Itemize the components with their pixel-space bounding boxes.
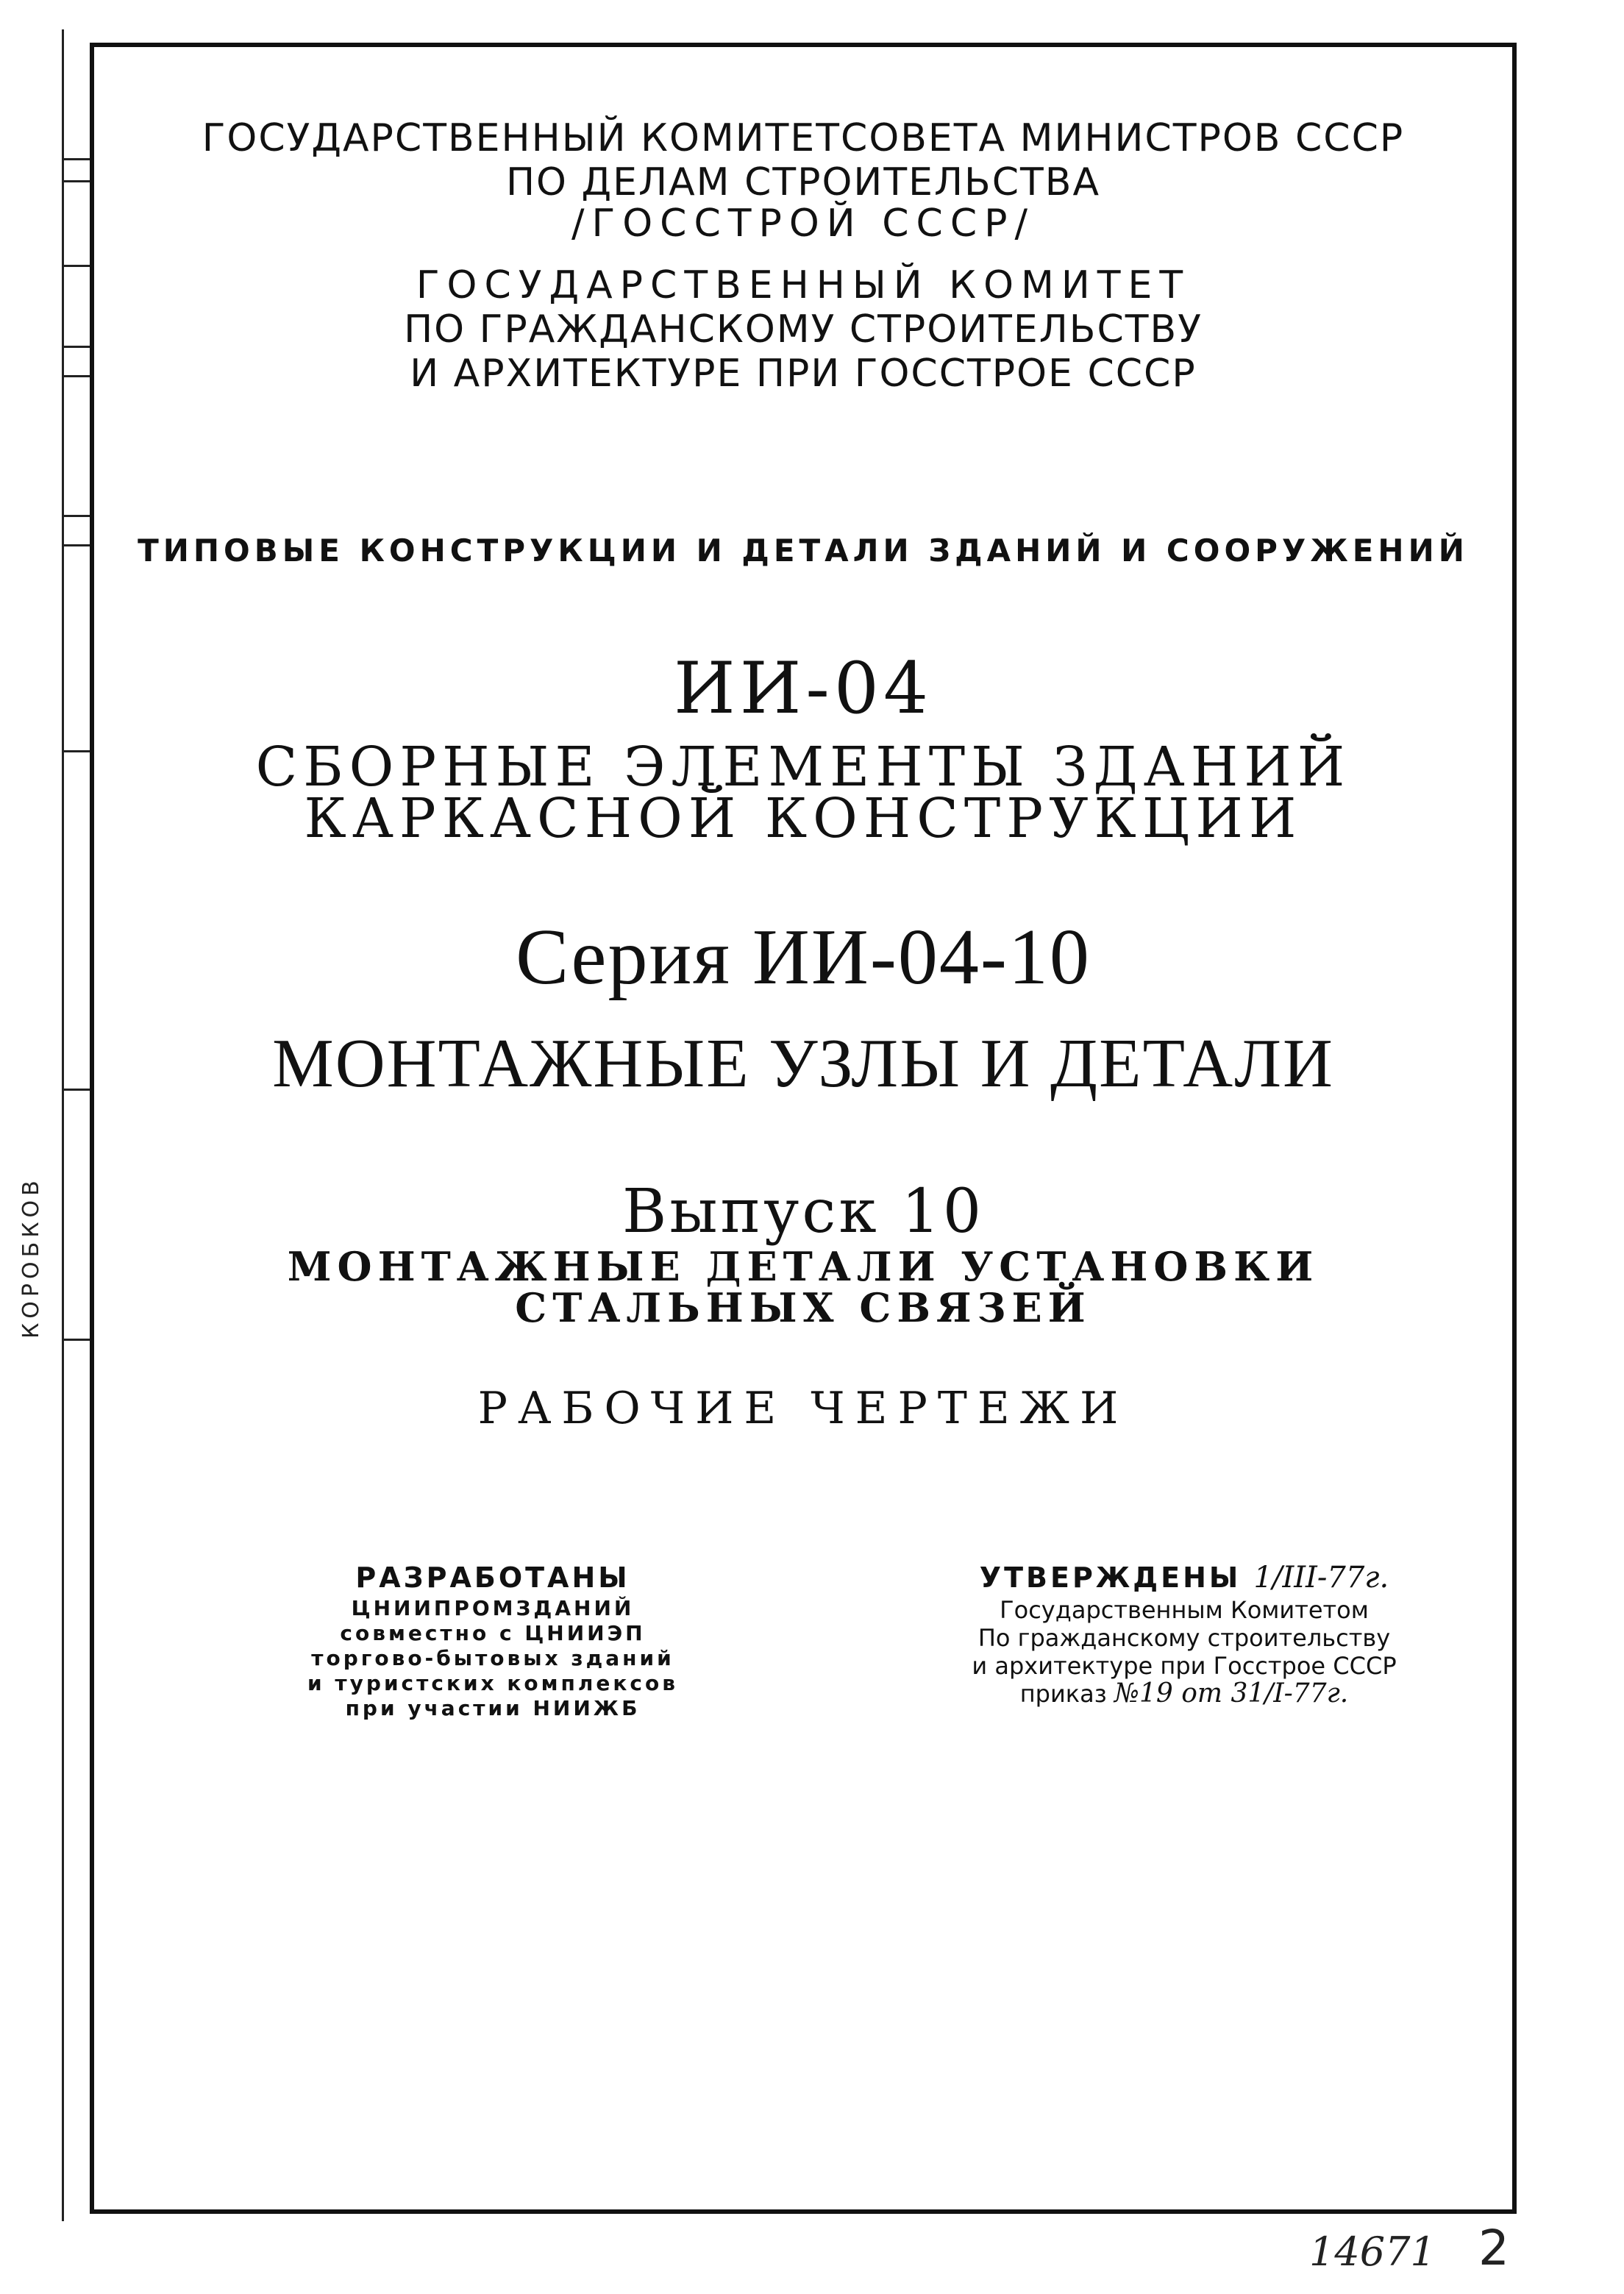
strip-tick (64, 180, 92, 182)
approved-line: Государственным Комитетом (1000, 1596, 1369, 1624)
title-line-1: СБОРНЫЕ ЭЛЕМЕНТЫ ЗДАНИЙ (255, 735, 1351, 799)
issue-number: Выпуск 10 (622, 1177, 984, 1247)
developed-line: и туристских комплексов (307, 1671, 678, 1695)
approved-order-row (883, 1680, 1486, 1708)
strip-tick (64, 375, 92, 377)
developed-line: при участии НИИЖБ (345, 1696, 641, 1720)
header-line-3: /ГОССТРОЙ СССР/ (571, 202, 1036, 246)
developed-block (213, 1559, 772, 1721)
series-code: Серия ИИ-04-10 (516, 913, 1091, 1001)
document-code: ИИ-04 (673, 647, 933, 730)
strip-tick (64, 1339, 92, 1341)
approved-heading: УТВЕРЖДЕНЫ (979, 1561, 1242, 1594)
strip-tick (64, 1089, 92, 1091)
approved-line: По гражданскому строительству (977, 1624, 1391, 1652)
issue-title-line-1: МОНТАЖНЫЕ ДЕТАЛИ УСТАНОВКИ (287, 1243, 1320, 1290)
series-title: МОНТАЖНЫЕ УЗЛЫ И ДЕТАЛИ (272, 1025, 1334, 1102)
approved-line: и архитектуре при Госстрое СССР (972, 1652, 1397, 1680)
approved-heading-row (883, 1559, 1486, 1596)
strip-tick (64, 346, 92, 348)
strip-tick (64, 265, 92, 267)
strip-tick (64, 750, 92, 752)
approved-date: 1/III-77г. (1253, 1561, 1389, 1595)
header-line-1: ГОСУДАРСТВЕННЫЙ КОМИТЕТСОВЕТА МИНИСТРОВ СССР (202, 116, 1405, 160)
header-line-6: И АРХИТЕКТУРЕ ПРИ ГОССТРОЕ СССР (410, 352, 1197, 396)
order-label: приказ (1019, 1680, 1107, 1708)
strip-tick (64, 515, 92, 517)
header-line-4: ГОСУДАРСТВЕННЫЙ КОМИТЕТ (416, 263, 1191, 307)
developed-line: ЦНИИПРОМЗДАНИЙ (351, 1596, 635, 1620)
strip-tick (64, 158, 92, 160)
developed-line: торгово-бытовых зданий (311, 1646, 674, 1670)
order-number: №19 от 31/I-77г. (1114, 1678, 1349, 1709)
header-line-5: ПО ГРАЖДАНСКОМУ СТРОИТЕЛЬСТВУ (404, 307, 1203, 352)
margin-name: КОРОБКОВ (18, 1176, 44, 1339)
developed-line: совместно с ЦНИИЭП (340, 1621, 646, 1645)
issue-title-line-2: СТАЛЬНЫХ СВЯЗЕЙ (515, 1284, 1091, 1331)
approved-block (883, 1559, 1486, 1708)
header-line-2: ПО ДЕЛАМ СТРОИТЕЛЬСТВА (505, 160, 1101, 204)
page-number: 2 (1478, 2220, 1509, 2276)
category-line: ТИПОВЫЕ КОНСТРУКЦИИ И ДЕТАЛИ ЗДАНИЙ И СООРУЖЕНИЙ (138, 532, 1469, 569)
developed-heading: РАЗРАБОТАНЫ (355, 1561, 630, 1594)
inventory-number: 14671 (1309, 2229, 1436, 2275)
title-line-2: КАРКАСНОЙ КОНСТРУКЦИИ (304, 787, 1303, 850)
strip-tick (64, 544, 92, 546)
binding-strip (18, 29, 90, 2221)
document-type: РАБОЧИЕ ЧЕРТЕЖИ (477, 1383, 1129, 1434)
